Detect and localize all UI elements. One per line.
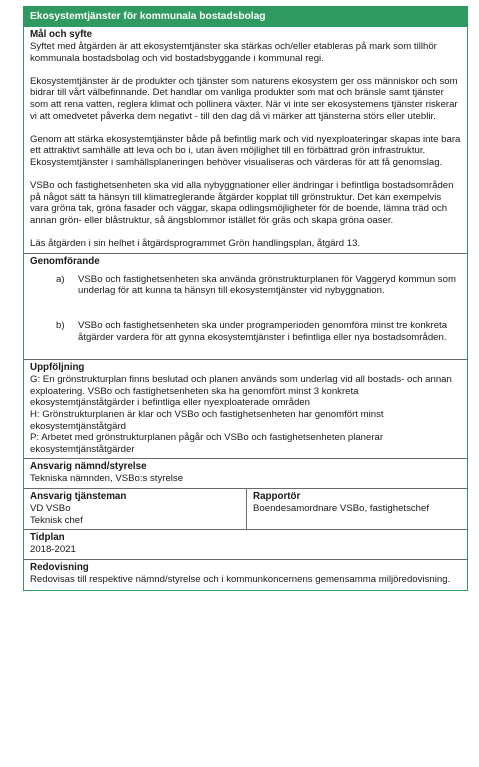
paragraph-examples: VSBo och fastighetsenheten ska vid alla nybyggnationer eller ändringar i befintliga bostadsområden på något sätt ta hänsyn till klimatreglerande åtgärder kopplat till grönstruktur. Det kan exempelvis vara gröna tak, gröna fasader och väggar, skapa odlingsmöjligheter för de boende, lämna träd och annan grön- eller blåstruktur, så ängsblommor istället för gräs och skapa gröna oaser. [30,180,454,226]
redovisning-value: Redovisas till respektive nämnd/styrelse och i kommunkoncernens gemensamma miljöredovisning. [30,573,451,585]
card-title: Ekosystemtjänster för kommunala bostadsbolag [24,7,467,27]
section-rapportor [247,489,467,529]
tjansteman-line-1: VD VSBo [30,503,71,514]
section-mal-och-syfte [24,27,467,253]
section-uppfoljning [24,359,467,458]
list-item [56,320,461,343]
implementation-list [30,274,461,344]
list-item [56,274,461,297]
list-item-text: VSBo och fastighetsenheten ska under programperioden genomföra minst tre konkreta åtgärder vardera för att gynna ekosystemtjänster i befintliga eller nya bostadsområden. [78,320,448,343]
section-tidplan [24,529,467,559]
responsibility-row [24,488,467,529]
list-marker: a) [56,273,65,285]
section-label-genomforande: Genomförande [30,255,100,267]
paragraph-definition: Ekosystemtjänster är de produkter och tjänster som naturens ekosystem ger oss människor och som bidrar till vårt välbefinnande. Det handlar om vanliga produkter som mat och bränsle samt tjänster som att rena vatten, reglera klimat och pollinera växter. När vi inte ser ekosystemens tjänster riskerar vi att omedvetet påverka dem negativt - till den dag då vi märker att tjänsterna störs eller uteblir. [30,75,458,122]
followup-h: H: Grönstrukturplanen är klar och VSBo och fastighetsenheten har genomfört minst ekosystemtjänståtgärd [30,409,384,432]
section-label-redovisning: Redovisning [30,561,89,573]
section-ansvarig-namnd [24,458,467,488]
tjansteman-line-2: Teknisk chef [30,514,83,526]
tidplan-value: 2018-2021 [30,544,76,556]
section-redovisning [24,559,467,591]
section-ansvarig-tjansteman [24,489,247,529]
section-label-tidplan: Tidplan [30,532,65,544]
list-item-text: VSBo och fastighetsenheten ska använda grönstrukturplanen för Vaggeryd kommun som underlag för att kunna ta hänsyn till ekosystemtjänster vid nybyggnation. [78,273,456,297]
section-label-tjansteman: Ansvarig tjänsteman [30,491,127,502]
paragraph-syfte: Syftet med åtgärden är att ekosystemtjänster ska stärkas och/eller etableras på mark som tillhör kommunala bostadsbolag och vid bostadsbyggande i kommunal regi. [30,41,437,64]
measure-card [23,6,468,591]
list-marker: b) [56,320,65,332]
paragraph-benefit: Genom att stärka ekosystemtjänster både på befintlig mark och vid nyexploateringar skapas inte bara ett attraktivt samhälle att leva och bo i, utan även möjlighet till en förbättrad grön infrastruktur. Ekosystemtjänster i samhällsplaneringen behöver visualiseras och värderas för att få genomslag. [30,133,461,168]
section-label-rapportor: Rapportör [253,491,301,502]
section-label-mal: Mål och syfte [30,29,93,40]
namnd-value: Tekniska nämnden, VSBo:s styrelse [30,473,184,485]
paragraph-reference: Läs åtgärden i sin helhet i åtgärdsprogrammet Grön handlingsplan, åtgärd 13. [30,238,361,250]
section-label-namnd: Ansvarig nämnd/styrelse [30,461,147,473]
rapportor-value: Boendesamordnare VSBo, fastighetschef [253,503,429,514]
section-genomforande [24,253,467,360]
followup-g: G: En grönstrukturplan finns beslutad och planen används som underlag vid all bostads- och annan exploatering. VSBo och fastighetsenheten ska ha genomfört minst 3 konkreta ekosystemtjänståtgärder i befintliga eller nyexploaterade områden [30,374,452,409]
followup-p: P: Arbetet med grönstrukturplanen pågår och VSBo och fastighetsenheten planerar ekosystemtjänståtgärder [30,432,384,455]
section-label-uppfoljning: Uppföljning [30,362,85,374]
